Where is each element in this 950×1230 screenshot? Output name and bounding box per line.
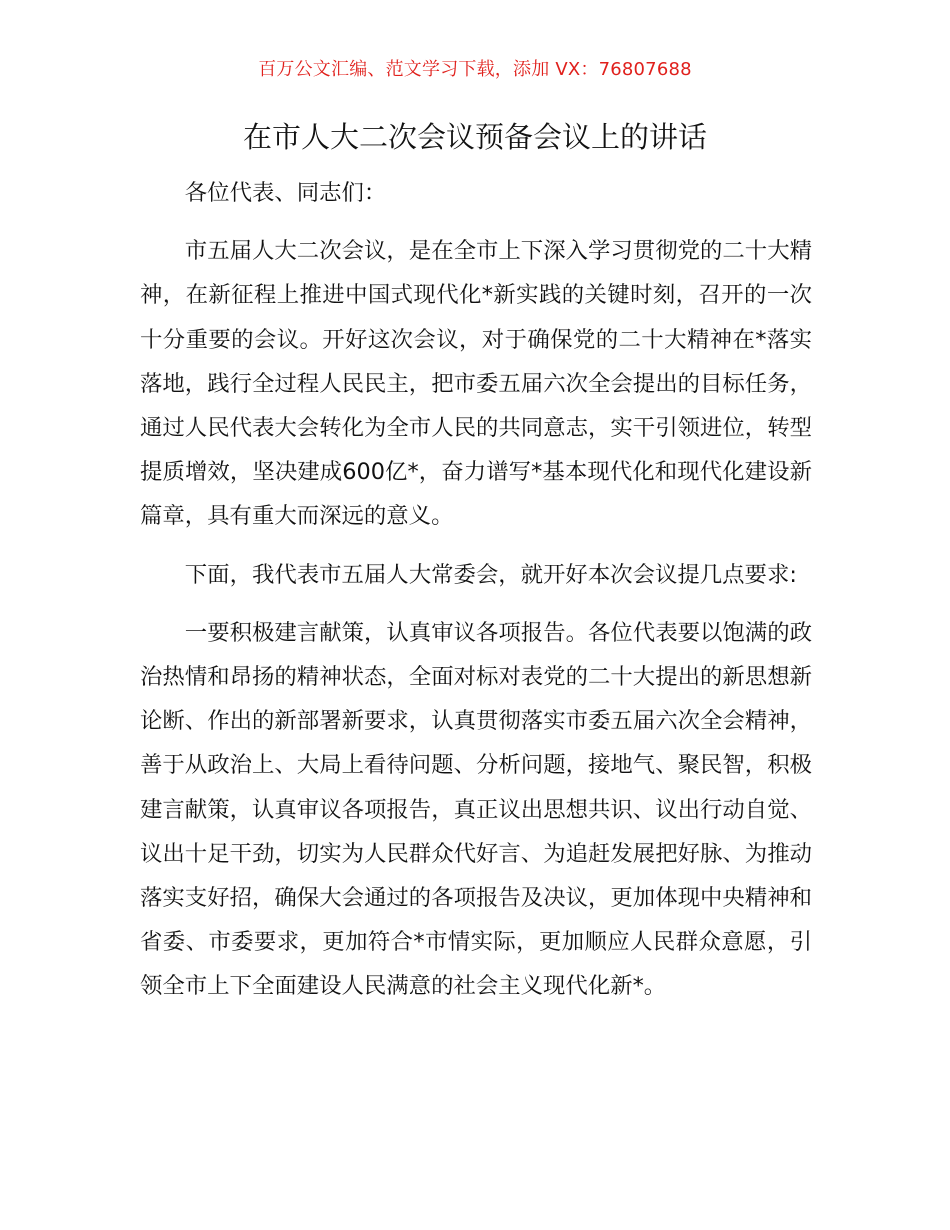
body-paragraph: 市五届人大二次会议，是在全市上下深入学习贯彻党的二十大精神，在新征程上推进中国式现代化*新实践的关键时刻，召开的一次十分重要的会议。开好这次会议，对于确保党的二十大精神在*落实落地，践行全过程人民民主，把市委五届六次全会提出的目标任务，通过人民代表大会转化为全市人民的共同意志，实干引领进位，转型提质增效，坚决建成600亿*，奋力谱写*基本现代化和现代化建设新篇章，具有重大而深远的意义。	[140, 238, 812, 530]
salutation-paragraph: 各位代表、同志们：	[184, 180, 387, 206]
document-body	[140, 171, 812, 1009]
document-title: 在市人大二次会议预备会议上的讲话	[242, 120, 707, 154]
body-paragraph: 下面，我代表市五届人大常委会，就开好本次会议提几点要求:	[184, 561, 797, 588]
header-banner: 百万公文汇编、范文学习下载，添加 VX：76807688	[258, 59, 692, 80]
body-paragraph: 一要积极建言献策，认真审议各项报告。各位代表要以饱满的政治热情和昂扬的精神状态，全面对标对表党的二十大提出的新思想新论断、作出的新部署新要求，认真贯彻落实市委五届六次全会精神，善于从政治上、大局上看待问题、分析问题，接地气、聚民智，积极建言献策，认真审议各项报告，真正议出思想共识、议出行动自觉、议出十足干劲，切实为人民群众代好言、为追赶发展把好脉、为推动落实支好招，确保大会通过的各项报告及决议，更加体现中央精神和省委、市委要求，更加符合*市情实际，更加顺应人民群众意愿，引领全市上下全面建设人民满意的社会主义现代化新*。	[140, 619, 812, 1000]
